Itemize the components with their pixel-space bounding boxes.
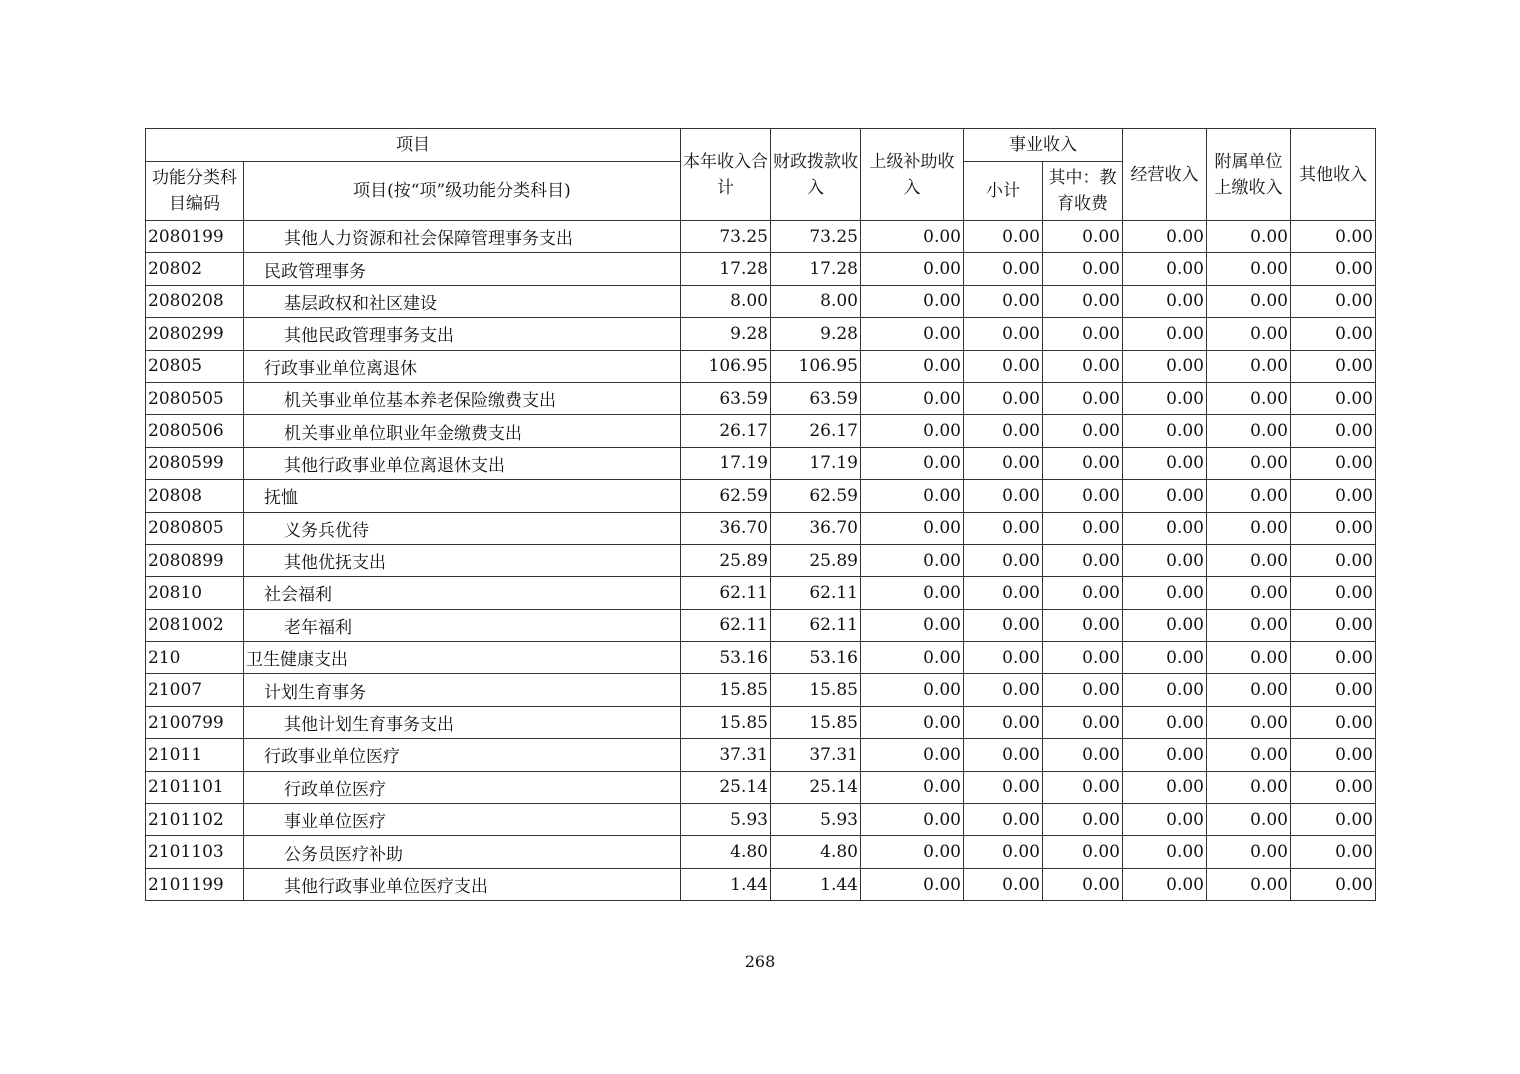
cell-superior: 0.00 xyxy=(861,868,964,900)
cell-total: 8.00 xyxy=(681,285,771,317)
cell-subtotal: 0.00 xyxy=(964,739,1043,771)
cell-code: 2080299 xyxy=(146,318,244,350)
cell-education: 0.00 xyxy=(1043,836,1123,868)
cell-operating: 0.00 xyxy=(1123,706,1207,738)
cell-total: 62.11 xyxy=(681,577,771,609)
cell-affiliated: 0.00 xyxy=(1207,706,1291,738)
cell-code: 20808 xyxy=(146,480,244,512)
cell-fiscal: 9.28 xyxy=(771,318,861,350)
cell-affiliated: 0.00 xyxy=(1207,512,1291,544)
cell-code: 2101101 xyxy=(146,771,244,803)
table-row xyxy=(146,674,1376,706)
cell-operating: 0.00 xyxy=(1123,221,1207,253)
cell-total: 63.59 xyxy=(681,382,771,414)
cell-subtotal: 0.00 xyxy=(964,221,1043,253)
cell-affiliated: 0.00 xyxy=(1207,382,1291,414)
cell-other: 0.00 xyxy=(1291,253,1376,285)
cell-superior: 0.00 xyxy=(861,804,964,836)
cell-code: 2100799 xyxy=(146,706,244,738)
header-func-code: 功能分类科目编码 xyxy=(146,162,244,221)
table-header xyxy=(146,129,1376,221)
cell-fiscal: 106.95 xyxy=(771,350,861,382)
cell-affiliated: 0.00 xyxy=(1207,285,1291,317)
cell-fiscal: 36.70 xyxy=(771,512,861,544)
cell-total: 1.44 xyxy=(681,868,771,900)
cell-fiscal: 62.11 xyxy=(771,609,861,641)
cell-education: 0.00 xyxy=(1043,674,1123,706)
table-row xyxy=(146,480,1376,512)
cell-operating: 0.00 xyxy=(1123,868,1207,900)
cell-affiliated: 0.00 xyxy=(1207,771,1291,803)
cell-operating: 0.00 xyxy=(1123,739,1207,771)
table-row xyxy=(146,804,1376,836)
cell-total: 4.80 xyxy=(681,836,771,868)
cell-total: 62.11 xyxy=(681,609,771,641)
cell-fiscal: 26.17 xyxy=(771,415,861,447)
cell-fiscal: 17.28 xyxy=(771,253,861,285)
income-budget-table xyxy=(145,128,1376,901)
cell-name: 民政管理事务 xyxy=(244,253,681,285)
cell-subtotal: 0.00 xyxy=(964,642,1043,674)
cell-other: 0.00 xyxy=(1291,415,1376,447)
cell-total: 5.93 xyxy=(681,804,771,836)
cell-superior: 0.00 xyxy=(861,642,964,674)
cell-education: 0.00 xyxy=(1043,609,1123,641)
cell-superior: 0.00 xyxy=(861,318,964,350)
cell-total: 15.85 xyxy=(681,674,771,706)
cell-education: 0.00 xyxy=(1043,706,1123,738)
cell-total: 37.31 xyxy=(681,739,771,771)
cell-name: 其他人力资源和社会保障管理事务支出 xyxy=(244,221,681,253)
cell-code: 2080208 xyxy=(146,285,244,317)
cell-other: 0.00 xyxy=(1291,674,1376,706)
cell-name: 公务员医疗补助 xyxy=(244,836,681,868)
cell-total: 17.28 xyxy=(681,253,771,285)
cell-fiscal: 15.85 xyxy=(771,674,861,706)
cell-other: 0.00 xyxy=(1291,512,1376,544)
cell-code: 2080599 xyxy=(146,447,244,479)
cell-name: 义务兵优待 xyxy=(244,512,681,544)
cell-name: 基层政权和社区建设 xyxy=(244,285,681,317)
header-item-name: 项目(按“项”级功能分类科目) xyxy=(244,162,681,221)
cell-superior: 0.00 xyxy=(861,836,964,868)
cell-affiliated: 0.00 xyxy=(1207,480,1291,512)
cell-subtotal: 0.00 xyxy=(964,318,1043,350)
cell-operating: 0.00 xyxy=(1123,253,1207,285)
cell-affiliated: 0.00 xyxy=(1207,318,1291,350)
cell-other: 0.00 xyxy=(1291,577,1376,609)
cell-name: 事业单位医疗 xyxy=(244,804,681,836)
cell-superior: 0.00 xyxy=(861,577,964,609)
table-row xyxy=(146,447,1376,479)
cell-superior: 0.00 xyxy=(861,512,964,544)
cell-fiscal: 62.11 xyxy=(771,577,861,609)
cell-education: 0.00 xyxy=(1043,382,1123,414)
cell-name: 社会福利 xyxy=(244,577,681,609)
cell-other: 0.00 xyxy=(1291,480,1376,512)
table-body xyxy=(146,221,1376,901)
cell-operating: 0.00 xyxy=(1123,609,1207,641)
cell-education: 0.00 xyxy=(1043,253,1123,285)
cell-code: 210 xyxy=(146,642,244,674)
cell-affiliated: 0.00 xyxy=(1207,447,1291,479)
cell-affiliated: 0.00 xyxy=(1207,739,1291,771)
cell-operating: 0.00 xyxy=(1123,415,1207,447)
cell-subtotal: 0.00 xyxy=(964,804,1043,836)
cell-name: 卫生健康支出 xyxy=(244,642,681,674)
cell-affiliated: 0.00 xyxy=(1207,544,1291,576)
cell-other: 0.00 xyxy=(1291,706,1376,738)
cell-total: 62.59 xyxy=(681,480,771,512)
cell-affiliated: 0.00 xyxy=(1207,221,1291,253)
cell-education: 0.00 xyxy=(1043,318,1123,350)
cell-subtotal: 0.00 xyxy=(964,609,1043,641)
cell-name: 计划生育事务 xyxy=(244,674,681,706)
cell-education: 0.00 xyxy=(1043,512,1123,544)
cell-code: 2080805 xyxy=(146,512,244,544)
cell-total: 15.85 xyxy=(681,706,771,738)
cell-superior: 0.00 xyxy=(861,544,964,576)
cell-other: 0.00 xyxy=(1291,836,1376,868)
cell-fiscal: 5.93 xyxy=(771,804,861,836)
cell-education: 0.00 xyxy=(1043,804,1123,836)
cell-other: 0.00 xyxy=(1291,350,1376,382)
header-superior: 上级补助收入 xyxy=(861,129,964,221)
cell-other: 0.00 xyxy=(1291,609,1376,641)
cell-subtotal: 0.00 xyxy=(964,706,1043,738)
cell-superior: 0.00 xyxy=(861,771,964,803)
cell-operating: 0.00 xyxy=(1123,512,1207,544)
table-row xyxy=(146,285,1376,317)
cell-total: 53.16 xyxy=(681,642,771,674)
cell-name: 行政事业单位离退休 xyxy=(244,350,681,382)
cell-fiscal: 8.00 xyxy=(771,285,861,317)
cell-operating: 0.00 xyxy=(1123,804,1207,836)
cell-fiscal: 4.80 xyxy=(771,836,861,868)
cell-other: 0.00 xyxy=(1291,544,1376,576)
cell-affiliated: 0.00 xyxy=(1207,674,1291,706)
cell-fiscal: 17.19 xyxy=(771,447,861,479)
cell-name: 其他民政管理事务支出 xyxy=(244,318,681,350)
cell-name: 老年福利 xyxy=(244,609,681,641)
cell-operating: 0.00 xyxy=(1123,350,1207,382)
table-row xyxy=(146,415,1376,447)
cell-education: 0.00 xyxy=(1043,285,1123,317)
cell-superior: 0.00 xyxy=(861,221,964,253)
table-row xyxy=(146,350,1376,382)
cell-code: 2101103 xyxy=(146,836,244,868)
cell-subtotal: 0.00 xyxy=(964,415,1043,447)
cell-superior: 0.00 xyxy=(861,480,964,512)
cell-name: 抚恤 xyxy=(244,480,681,512)
cell-subtotal: 0.00 xyxy=(964,577,1043,609)
cell-total: 9.28 xyxy=(681,318,771,350)
cell-affiliated: 0.00 xyxy=(1207,642,1291,674)
cell-affiliated: 0.00 xyxy=(1207,836,1291,868)
cell-education: 0.00 xyxy=(1043,544,1123,576)
cell-operating: 0.00 xyxy=(1123,544,1207,576)
cell-fiscal: 25.14 xyxy=(771,771,861,803)
cell-code: 21007 xyxy=(146,674,244,706)
cell-code: 20802 xyxy=(146,253,244,285)
cell-total: 17.19 xyxy=(681,447,771,479)
cell-subtotal: 0.00 xyxy=(964,771,1043,803)
cell-code: 21011 xyxy=(146,739,244,771)
cell-subtotal: 0.00 xyxy=(964,674,1043,706)
cell-code: 2080505 xyxy=(146,382,244,414)
cell-name: 机关事业单位职业年金缴费支出 xyxy=(244,415,681,447)
cell-superior: 0.00 xyxy=(861,350,964,382)
cell-fiscal: 63.59 xyxy=(771,382,861,414)
cell-subtotal: 0.00 xyxy=(964,836,1043,868)
cell-education: 0.00 xyxy=(1043,771,1123,803)
table-row xyxy=(146,836,1376,868)
table-row xyxy=(146,577,1376,609)
cell-name: 行政事业单位医疗 xyxy=(244,739,681,771)
cell-subtotal: 0.00 xyxy=(964,480,1043,512)
cell-other: 0.00 xyxy=(1291,771,1376,803)
cell-subtotal: 0.00 xyxy=(964,512,1043,544)
cell-total: 26.17 xyxy=(681,415,771,447)
cell-education: 0.00 xyxy=(1043,642,1123,674)
cell-operating: 0.00 xyxy=(1123,318,1207,350)
cell-education: 0.00 xyxy=(1043,480,1123,512)
table-row xyxy=(146,868,1376,900)
cell-code: 2080506 xyxy=(146,415,244,447)
table-row xyxy=(146,739,1376,771)
cell-superior: 0.00 xyxy=(861,447,964,479)
cell-fiscal: 1.44 xyxy=(771,868,861,900)
table-row xyxy=(146,512,1376,544)
cell-total: 25.89 xyxy=(681,544,771,576)
cell-superior: 0.00 xyxy=(861,609,964,641)
cell-fiscal: 53.16 xyxy=(771,642,861,674)
cell-name: 其他计划生育事务支出 xyxy=(244,706,681,738)
cell-total: 73.25 xyxy=(681,221,771,253)
cell-operating: 0.00 xyxy=(1123,674,1207,706)
page-number: 268 xyxy=(744,952,776,971)
cell-operating: 0.00 xyxy=(1123,642,1207,674)
cell-code: 2101102 xyxy=(146,804,244,836)
header-business: 事业收入 xyxy=(964,129,1123,162)
cell-code: 2101199 xyxy=(146,868,244,900)
cell-code: 2080199 xyxy=(146,221,244,253)
cell-fiscal: 37.31 xyxy=(771,739,861,771)
header-education: 其中：教育收费 xyxy=(1043,162,1123,221)
cell-operating: 0.00 xyxy=(1123,447,1207,479)
header-total: 本年收入合计 xyxy=(681,129,771,221)
cell-name: 其他优抚支出 xyxy=(244,544,681,576)
cell-name: 其他行政事业单位医疗支出 xyxy=(244,868,681,900)
cell-code: 2081002 xyxy=(146,609,244,641)
cell-affiliated: 0.00 xyxy=(1207,609,1291,641)
cell-education: 0.00 xyxy=(1043,447,1123,479)
header-fiscal: 财政拨款收入 xyxy=(771,129,861,221)
cell-superior: 0.00 xyxy=(861,739,964,771)
cell-subtotal: 0.00 xyxy=(964,544,1043,576)
cell-operating: 0.00 xyxy=(1123,836,1207,868)
cell-other: 0.00 xyxy=(1291,447,1376,479)
table-row xyxy=(146,544,1376,576)
cell-fiscal: 73.25 xyxy=(771,221,861,253)
cell-education: 0.00 xyxy=(1043,868,1123,900)
cell-code: 20805 xyxy=(146,350,244,382)
cell-education: 0.00 xyxy=(1043,739,1123,771)
cell-other: 0.00 xyxy=(1291,868,1376,900)
header-subtotal: 小计 xyxy=(964,162,1043,221)
cell-other: 0.00 xyxy=(1291,739,1376,771)
cell-superior: 0.00 xyxy=(861,415,964,447)
cell-subtotal: 0.00 xyxy=(964,350,1043,382)
cell-other: 0.00 xyxy=(1291,804,1376,836)
cell-operating: 0.00 xyxy=(1123,382,1207,414)
cell-code: 2080899 xyxy=(146,544,244,576)
cell-operating: 0.00 xyxy=(1123,577,1207,609)
cell-name: 行政单位医疗 xyxy=(244,771,681,803)
cell-fiscal: 15.85 xyxy=(771,706,861,738)
table-row xyxy=(146,221,1376,253)
cell-other: 0.00 xyxy=(1291,642,1376,674)
table-row xyxy=(146,382,1376,414)
cell-operating: 0.00 xyxy=(1123,285,1207,317)
table-row xyxy=(146,253,1376,285)
cell-superior: 0.00 xyxy=(861,706,964,738)
cell-code: 20810 xyxy=(146,577,244,609)
cell-name: 机关事业单位基本养老保险缴费支出 xyxy=(244,382,681,414)
cell-subtotal: 0.00 xyxy=(964,868,1043,900)
header-operating: 经营收入 xyxy=(1123,129,1207,221)
cell-education: 0.00 xyxy=(1043,577,1123,609)
cell-other: 0.00 xyxy=(1291,285,1376,317)
table-row xyxy=(146,318,1376,350)
cell-subtotal: 0.00 xyxy=(964,447,1043,479)
cell-superior: 0.00 xyxy=(861,382,964,414)
header-project: 项目 xyxy=(146,129,681,162)
header-affiliated: 附属单位上缴收入 xyxy=(1207,129,1291,221)
cell-superior: 0.00 xyxy=(861,253,964,285)
cell-total: 25.14 xyxy=(681,771,771,803)
cell-subtotal: 0.00 xyxy=(964,382,1043,414)
cell-total: 36.70 xyxy=(681,512,771,544)
cell-other: 0.00 xyxy=(1291,318,1376,350)
table-row xyxy=(146,771,1376,803)
cell-operating: 0.00 xyxy=(1123,480,1207,512)
table-row xyxy=(146,642,1376,674)
header-other: 其他收入 xyxy=(1291,129,1376,221)
cell-education: 0.00 xyxy=(1043,415,1123,447)
cell-education: 0.00 xyxy=(1043,350,1123,382)
cell-operating: 0.00 xyxy=(1123,771,1207,803)
cell-affiliated: 0.00 xyxy=(1207,415,1291,447)
table-row xyxy=(146,609,1376,641)
cell-superior: 0.00 xyxy=(861,285,964,317)
cell-affiliated: 0.00 xyxy=(1207,577,1291,609)
cell-subtotal: 0.00 xyxy=(964,285,1043,317)
table-row xyxy=(146,706,1376,738)
cell-affiliated: 0.00 xyxy=(1207,868,1291,900)
cell-education: 0.00 xyxy=(1043,221,1123,253)
cell-affiliated: 0.00 xyxy=(1207,350,1291,382)
cell-total: 106.95 xyxy=(681,350,771,382)
cell-affiliated: 0.00 xyxy=(1207,253,1291,285)
cell-subtotal: 0.00 xyxy=(964,253,1043,285)
cell-name: 其他行政事业单位离退休支出 xyxy=(244,447,681,479)
cell-affiliated: 0.00 xyxy=(1207,804,1291,836)
cell-superior: 0.00 xyxy=(861,674,964,706)
cell-fiscal: 62.59 xyxy=(771,480,861,512)
cell-fiscal: 25.89 xyxy=(771,544,861,576)
cell-other: 0.00 xyxy=(1291,382,1376,414)
cell-other: 0.00 xyxy=(1291,221,1376,253)
